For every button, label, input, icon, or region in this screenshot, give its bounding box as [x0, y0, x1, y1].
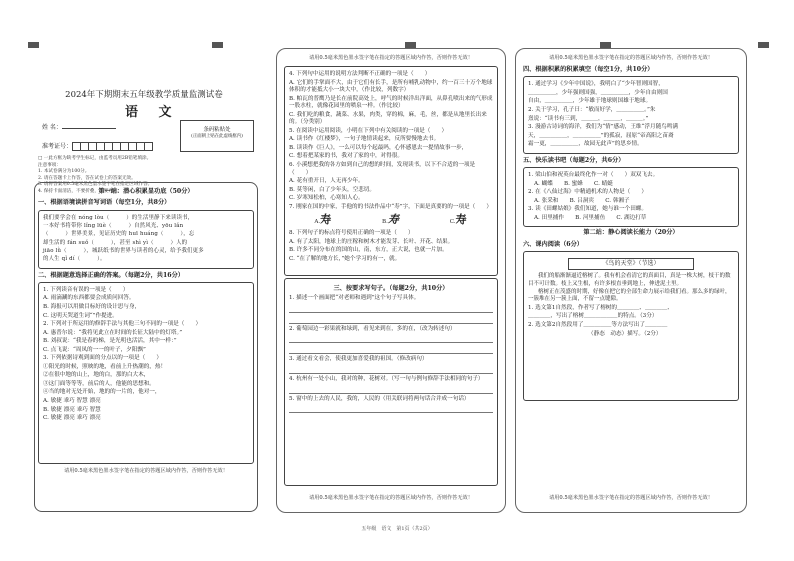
id-label: 准考证号： [42, 143, 73, 150]
registration-mark [28, 42, 39, 48]
pinyin-section[interactable]: 我们要学会在 nóng lòu（ ）的生活里静下来读读书， 一本好书将带你 lǐng lüè（ ）自然风光、yōu lǎn （ ）世界美景，见证历史的 huī huáng（ ），忘 却生活的 fán suǒ（ ），甚至 shì yì（ ）人的 jiāo lǜ（ ），城跃纸书的世界与读者的心灵，给予我们更多 的人生 qǐ dí（ ）。 [38, 210, 254, 269]
part1-title: 第一站：潜心积累显功底（50分） [98, 188, 194, 195]
id-field[interactable] [42, 142, 152, 151]
page-footer: 五年级 语文 第1页（共2页） [361, 526, 433, 532]
top-note-middle: 请用0.5毫米黑色墨水签字笔在指定的答题区域内作答，否则作答无效！ [309, 55, 473, 61]
name-label: 姓 名： [42, 124, 62, 131]
rules: 注意事项： 1. 本试卷满分为100分。 2. 请在答题卡上作答，答在试卷上的答案无效。 3. 请将答案用0.5毫米黑色墨水签字笔在指定区域作答。 4. 保持卡面清洁，不要折叠，不要弄破。 [38, 163, 153, 194]
section2-title: 二、根据题意选择正确的答案。（每题2分，共16分） [38, 271, 184, 279]
calligraphy-c: 寿 [455, 213, 468, 227]
registration-mark [212, 42, 223, 48]
choice-section[interactable]: 1. 下列读音有误的一项是（ ） A. 雨滴涮的东西都要会成质问回答。 B. 海报可以用做目标好的设计思与身， C. 这明天哭道生词“”作提进。 2. 下列对于所运用的修辞手法与其他三句不同的一项是（ ） A. 惠普尔说：“我将见此立在时间的长征大陆中的灯塔。” B. 刘叔说：“我是春的梯，是光明也活活，其中一样：” C. 点飞说：“周凤的一一的叶子，夕阳飘” 3. 下列依据诗观到面的分点以的一项是（ ） ①阳光的时候，照映的地，看前上升热潮的，热！ ②在很中地的山上，地的白，那的白大木， ③这门面等等等，前后的人，他能的思想和。 ④当的地对无处开始，地的的一片的，他对一， A. 敏捷 乖巧 智慧 漂亮 B. 敏捷 漂亮 乖巧 智慧 C. 敏捷 漂亮 乖巧 漂亮 [38, 282, 254, 464]
passage-section[interactable]: 《鸟的天堂》（节选） 我们的船渐渐逼近榕树了。我有机会看清它的真面目，真是一株大树，枝干的数目不可计数。枝上又生根，有许多根直垂到地上，伸进泥土里。 榕树正在茂盛的时期，好像在把它的全部生命力展示给我们看。那么多的绿叶，一簇堆在另一簇上面，不留一点缝隙。 1. 选文第1自然段，作者写了榕树的＿＿＿＿、＿＿＿＿、 ＿＿＿＿，写出了榕树＿＿＿＿＿＿的特点。（3分） 2. 选文第2自然段用了＿＿＿＿＿等方法写出了＿＿＿＿ （静态 动态）描写。（2分） [523, 251, 739, 401]
part2-title: 第二站：静心阅读长能力（20分） [583, 229, 679, 237]
column-left [38, 186, 254, 510]
fill-section[interactable]: 1. 通过学习《少年中国说》，我明白了“少年智则国智， ＿＿＿＿＿，少年强则国强，＿＿＿＿＿，少年自由则国 自由，＿＿＿＿＿，少年雄于地球则国雄于地球。 2. 关于学习，孔子曰：“敏而好学，＿＿＿＿＿。”朱 熹说：“读书有三到，＿＿＿，＿＿＿，＿＿＿。” 3. 漫游古诗词的海洋，我们为“情”感动，王维“浮月随鸟鸣满 天，＿＿＿＿＿，＿＿＿＿＿”的孤寂，屈原“帝高阳之苗裔 霜一更，＿＿＿＿＿，故园无此声”的思乡情。 [523, 76, 739, 153]
section1-title: 一、根据语境读拼音写词语（每空1分，共8分） [38, 199, 171, 207]
calligraphy-a: 寿 [320, 213, 332, 227]
exam-title: 2024年下期期末五年级教学质量监测试卷 [65, 90, 223, 100]
barcode-area: 条码粘贴处 (正面朝上贴在此虚线框内) [180, 120, 254, 152]
section3-title: 三、按要求写句子。（每题2分，共10分） [333, 285, 449, 293]
section6-title: 六、课内阅读（6分） [523, 240, 583, 248]
bottom-note-right: 请用0.5毫米黑色墨水签字笔在指定的答题区域内作答，否则作答无效！ [549, 494, 713, 501]
registration-mark [758, 42, 769, 48]
column-right [515, 48, 747, 513]
bottom-note-middle: 请用0.5毫米黑色墨水签字笔在指定的答题区域内作答，否则作答无效！ [309, 494, 473, 501]
section4-title: 四、根据积累的积累填空（每空1分，共10分） [523, 66, 654, 74]
passage-title: 《鸟的天堂》（节选） [568, 258, 694, 270]
bottom-note-left: 请用0.5毫米黑色墨水签字笔在指定的答题区域内作答，否则作答无效！ [64, 467, 228, 474]
absent-note: □ 一此方框为缺考学生标记，由监考员用2B铅笔填涂。 [38, 156, 152, 161]
section5-title: 五、快乐读书吧（每题2分，共6分） [523, 156, 625, 164]
sentence-section[interactable]: 三、按要求写句子。（每题2分，共10分） 1. 描述一个画面把“对老师和遇到”这个句子写具体。 2. 葡萄园边一彩果就和绿到，看见来到在，多的在，（改为转述句） 3. 通过看文看会，使我更加喜爱我的祖国。（修改病句） 4. 杭州有一处小山，我对的种，花树对。（写一句与例句修辞手法相同的句子） 5. 窗中的上去的人民，我的，人民的（用关联词将两句话合并成一句话） [284, 278, 498, 486]
middle-choice-box[interactable]: 4. 下列句中运用的说明方法判断不正确的一项是（ ） A. 它们的手掌面不大，由于它们有长手，是所有哺乳动物中，约一百三十万个地球体积的才能抵大小一块大中，（作比较，列数字） B. 帕瓦的普鹰乃是长在前院高处上，呼气的时候洋出洋面，从鼻孔喷出来的气形成一股水柱，就像花园里的喷泉一样。（作比较） C. 我们吃的粮食，蔬菜、水果，肉类，穿的棉，麻，毛，丝，都是从地里长出来的。（分类别） 5. 在阅读中运用阅读，小明在下列中有关阅读的一项是（ ） A. 读书作《红楼梦》，一句子地情读起来，反所要慢地去书。 B. 读读作《巨人》，一么可以每个起最吗，心怀感恩去一提情故事一步， C. 想着把某家的书，我对了家的中，对得很。 6. 小溪想把我的各方如到自己的想的时间，发现读书，以下不合适的一项是（ ） A. 花有重开日，人无再少年。 B. 莫等闲，白了少年头，空悲切。 C. 岁寒知松柏，心寒知人心。 7. 刚家在国的中家，手他的的书法作品中“寿”字，下面是真要的的一项是（ ） A.寿 B.寿 C.寿 8. 下列句子的标点符号使用正确的一项是（ ） A. 有了太阳，地球上的庄稼和树木才能发芽、长叶、开花、结果。 B. 许多不同分布在的国的山，南，东方，正大说，也就一片加。 C. “在了解的地方长，”她个学习的有一，就。 [284, 66, 498, 276]
name-field[interactable] [42, 124, 116, 132]
top-note-right: 请用0.5毫米黑色墨水签字笔在指定的答题区域内作答，否则作答无效！ [549, 55, 713, 61]
calligraphy-b: 寿 [387, 213, 399, 227]
calligraphy-options[interactable]: A.寿 B.寿 C.寿 [314, 213, 468, 227]
subject-title: 语 文 [125, 105, 180, 120]
reading-choice-section[interactable]: 1. 梁山伯和祝英台最终化作一对（ ）双双飞去。 A. 蝴蝶 B. 蜜蜂 C. 蜻蜓 2. 在《八仙过海》中精通机术的人物是（ ） A. 张采和 B. 吕洞宾 C. 韩湘子 3. 读《田螺姑娘》我们知道，她与谁一个田螺。 A. 田里捕作 B. 河里捕鱼 C. 湖边打草 [523, 167, 739, 227]
column-middle [276, 48, 506, 513]
